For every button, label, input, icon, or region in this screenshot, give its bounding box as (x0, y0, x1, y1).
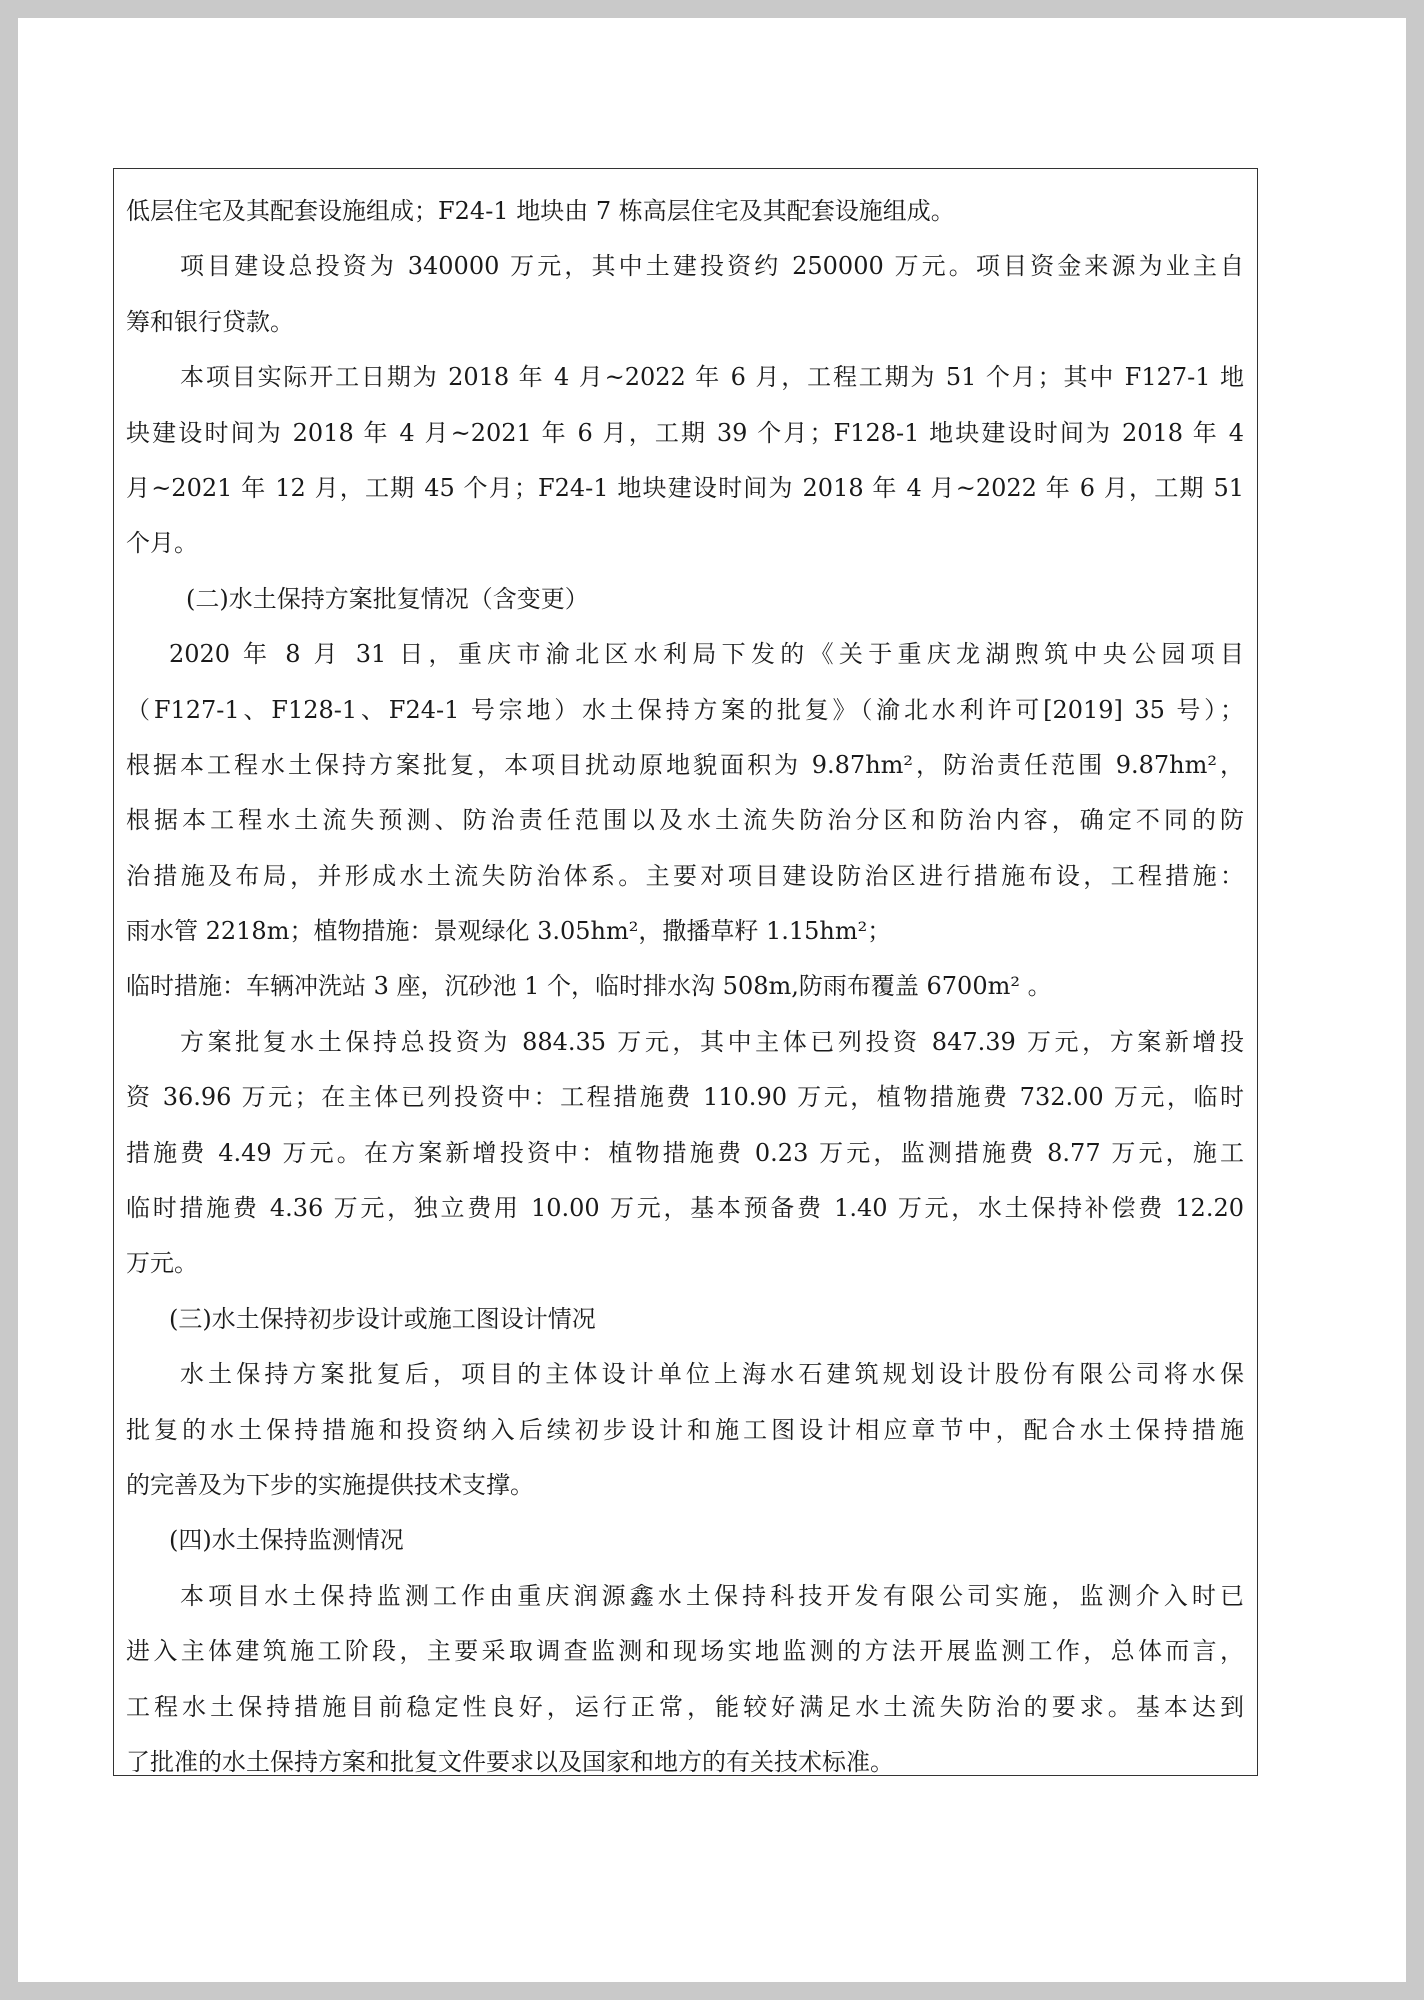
section-heading: (二)水土保持方案批复情况（含变更） (186, 584, 589, 613)
text-line: 2020 年 8 月 31 日，重庆市渝北区水利局下发的《关于重庆龙湖煦筑中央公园项目 (169, 640, 1244, 669)
text-line: 水土保持方案批复后，项目的主体设计单位上海水石建筑规划设计股份有限公司将水保 (180, 1360, 1244, 1389)
text-line: 根据本工程水土流失预测、防治责任范围以及水土流失防治分区和防治内容，确定不同的防 (126, 806, 1244, 835)
text-line: 临时措施费 4.36 万元，独立费用 10.00 万元，基本预备费 1.40 万元，水土保持补偿费 12.20 (126, 1194, 1244, 1223)
text-line: 个月。 (126, 529, 198, 558)
section-heading: (四)水土保持监测情况 (169, 1526, 404, 1555)
document-body (126, 184, 1244, 1790)
text-line: 月~2021 年 12 月，工期 45 个月；F24-1 地块建设时间为 2018 年 4 月~2022 年 6 月，工期 51 (126, 473, 1244, 502)
text-line: 本项目实际开工日期为 2018 年 4 月~2022 年 6 月，工程工期为 51 个月；其中 F127-1 地 (180, 363, 1244, 392)
text-line: 方案批复水土保持总投资为 884.35 万元，其中主体已列投资 847.39 万元，方案新增投 (180, 1027, 1244, 1056)
text-line: 万元。 (126, 1249, 198, 1278)
text-line: 进入主体建筑施工阶段，主要采取调查监测和现场实地监测的方法开展监测工作，总体而言， (126, 1637, 1244, 1666)
text-line: 项目建设总投资为 340000 万元，其中土建投资约 250000 万元。项目资金来源为业主自 (180, 252, 1244, 281)
text-line: 根据本工程水土保持方案批复，本项目扰动原地貌面积为 9.87hm²，防治责任范围 9.87hm²， (126, 750, 1244, 779)
section-heading: (三)水土保持初步设计或施工图设计情况 (169, 1304, 596, 1333)
text-line: 措施费 4.49 万元。在方案新增投资中：植物措施费 0.23 万元，监测措施费 8.77 万元，施工 (126, 1138, 1244, 1167)
text-line: 工程水土保持措施目前稳定性良好，运行正常，能较好满足水土流失防治的要求。基本达到 (126, 1692, 1244, 1721)
text-line: （F127-1、F128-1、F24-1 号宗地）水土保持方案的批复》（渝北水利许可[2019] 35 号）； (126, 695, 1244, 724)
text-line: 块建设时间为 2018 年 4 月~2021 年 6 月，工期 39 个月；F128-1 地块建设时间为 2018 年 4 (126, 418, 1244, 447)
text-line: 批复的水土保持措施和投资纳入后续初步设计和施工图设计相应章节中，配合水土保持措施 (126, 1415, 1244, 1444)
text-line: 资 36.96 万元；在主体已列投资中：工程措施费 110.90 万元，植物措施费 732.00 万元，临时 (126, 1083, 1244, 1112)
text-line: 筹和银行贷款。 (126, 307, 294, 336)
text-line: 低层住宅及其配套设施组成；F24-1 地块由 7 栋高层住宅及其配套设施组成。 (126, 197, 955, 225)
text-line: 的完善及为下步的实施提供技术支撑。 (126, 1470, 534, 1499)
text-line: 了批准的水土保持方案和批复文件要求以及国家和地方的有关技术标准。 (126, 1747, 894, 1776)
text-line: 本项目水土保持监测工作由重庆润源鑫水土保持科技开发有限公司实施，监测介入时已 (180, 1581, 1244, 1610)
text-line: 雨水管 2218m；植物措施：景观绿化 3.05hm²，撒播草籽 1.15hm²； (126, 917, 892, 946)
text-line: 临时措施：车辆冲洗站 3 座，沉砂池 1 个，临时排水沟 508m,防雨布覆盖 6700m² 。 (126, 972, 1052, 1001)
text-line: 治措施及布局，并形成水土流失防治体系。主要对项目建设防治区进行措施布设，工程措施： (126, 861, 1244, 890)
